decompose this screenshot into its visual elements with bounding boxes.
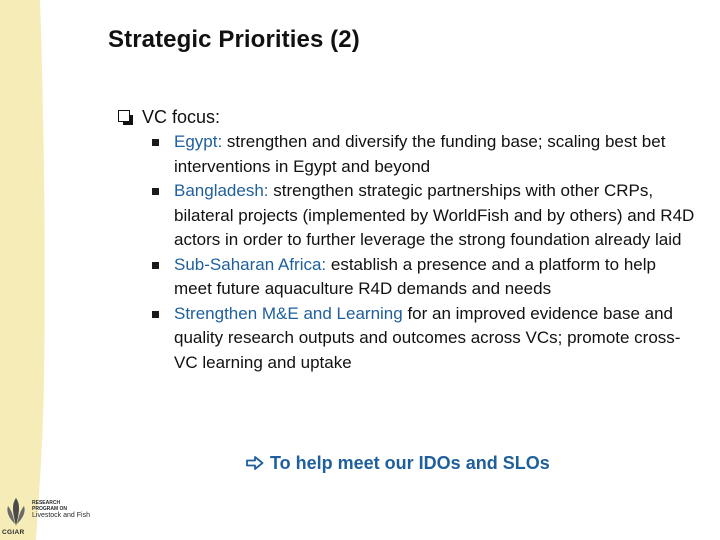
- square-bullet-icon: [152, 188, 159, 195]
- decorative-side-band: [0, 0, 46, 540]
- leaf-logo-icon: [4, 496, 28, 533]
- square-bullet-icon: [152, 262, 159, 269]
- slide-content: [118, 104, 698, 375]
- square-bullet-icon: [152, 139, 159, 146]
- focus-list: [118, 130, 698, 375]
- item-highlight: Strengthen M&E and Learning: [174, 303, 403, 323]
- logo-line2: PROGRAM ON: [32, 506, 67, 512]
- item-text: strengthen and diversify the funding base; scaling best bet interventions in Egypt and beyond: [174, 132, 666, 176]
- list-item: [150, 179, 698, 253]
- logo-line3: Livestock and Fish: [32, 512, 90, 519]
- item-text: establish a presence and a platform to help meet future aquaculture R4D demands and needs: [174, 254, 656, 298]
- item-highlight: Sub-Saharan Africa:: [174, 254, 327, 274]
- item-highlight: Bangladesh:: [174, 181, 269, 200]
- logo-text: [32, 500, 90, 519]
- conclusion-text: To help meet our IDOs and SLOs: [270, 453, 550, 473]
- item-highlight: Egypt:: [174, 132, 223, 151]
- item-text: for an improved evidence base and quality research outputs and outcomes across VCs; promote cross-VC learning and uptake: [174, 303, 681, 372]
- section-heading: [118, 104, 698, 130]
- checkbox-bullet-icon: [118, 110, 130, 122]
- list-item: [150, 253, 698, 302]
- list-item: [150, 302, 698, 376]
- program-logo: [2, 492, 92, 538]
- slide-title: Strategic Priorities (2): [108, 26, 360, 53]
- list-item: [150, 130, 698, 179]
- item-text: strengthen strategic partnerships with other CRPs, bilateral projects (implemented by WorldFish and by others) and R4D actors in order to further leverage the strong foundation already laid: [174, 181, 695, 249]
- logo-org: CGIAR: [2, 529, 25, 536]
- square-bullet-icon: [152, 311, 159, 318]
- logo-line1: RESEARCH: [32, 500, 61, 506]
- hollow-arrow-icon: [246, 454, 264, 475]
- section-label: VC focus:: [142, 107, 221, 127]
- conclusion-line: [246, 453, 550, 475]
